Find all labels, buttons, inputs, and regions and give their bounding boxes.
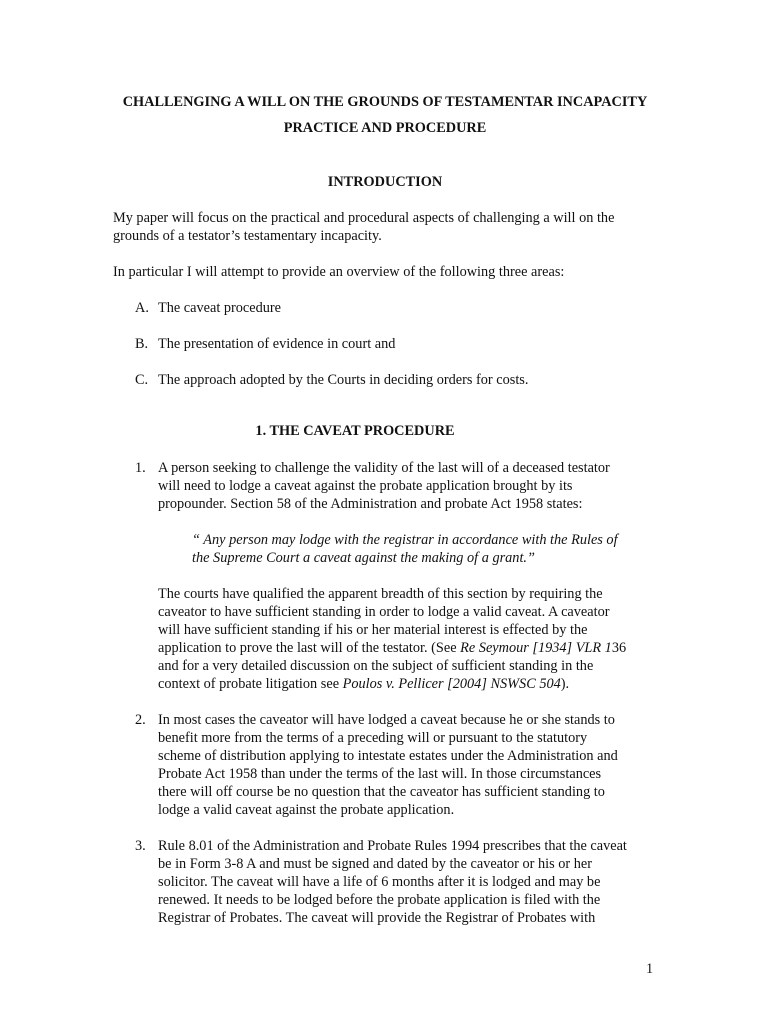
quote-line: “ Any person may lodge with the registrar in accordance with the Rules of xyxy=(192,532,618,548)
paragraph-number: 3. xyxy=(135,838,146,854)
list-item: The approach adopted by the Courts in deciding orders for costs. xyxy=(158,372,529,388)
paragraph-line xyxy=(158,639,626,657)
page-number: 1 xyxy=(646,961,654,977)
overview-paragraph: In particular I will attempt to provide an overview of the following three areas: xyxy=(113,264,565,280)
paragraph-line: renewed. It needs to be lodged before the probate application is filed with the xyxy=(158,892,601,908)
case-citation: Re Seymour [1934] VLR 1 xyxy=(460,640,612,656)
document-title: CHALLENGING A WILL ON THE GROUNDS OF TESTAMENTAR INCAPACITY xyxy=(122,94,648,110)
case-citation: Poulos v. Pellicer [2004] NSWSC 504 xyxy=(342,676,561,692)
paragraph-line: solicitor. The caveat will have a life of 6 months after it is lodged and may be xyxy=(158,874,601,890)
section-heading-introduction: INTRODUCTION xyxy=(327,174,443,190)
paragraph-line: caveator to have sufficient standing in order to lodge a valid caveat. A caveator xyxy=(158,604,610,620)
paragraph-line: be in Form 3-8 A and must be signed and dated by the caveator or his or her xyxy=(158,856,592,872)
paragraph-line: will have sufficient standing if his or her material interest is effected by the xyxy=(158,622,588,638)
line-text: application to prove the last will of the testator. (See xyxy=(158,640,461,656)
section-heading-caveat-procedure: 1. THE CAVEAT PROCEDURE xyxy=(255,423,455,439)
list-marker: C. xyxy=(135,372,149,388)
paragraph-line: A person seeking to challenge the validity of the last will of a deceased testator xyxy=(158,460,610,476)
paragraph-line: The courts have qualified the apparent breadth of this section by requiring the xyxy=(158,586,603,602)
paragraph-line: will need to lodge a caveat against the probate application brought by its xyxy=(158,478,573,494)
list-marker: A. xyxy=(135,300,149,316)
line-text: context of probate litigation see xyxy=(158,676,343,692)
paragraph-line: propounder. Section 58 of the Administration and probate Act 1958 states: xyxy=(158,496,583,512)
paragraph-line: scheme of distribution applying to intestate estates under the Administration and xyxy=(158,748,618,764)
line-text: ). xyxy=(560,676,570,692)
paragraph-line: Registrar of Probates. The caveat will provide the Registrar of Probates with xyxy=(158,910,596,926)
paragraph-line: Rule 8.01 of the Administration and Probate Rules 1994 prescribes that the caveat xyxy=(158,838,627,854)
list-item: The presentation of evidence in court and xyxy=(158,336,396,352)
paragraph-line: In most cases the caveator will have lodged a caveat because he or she stands to xyxy=(158,712,615,728)
paragraph-line: benefit more from the terms of a preceding will or pursuant to the statutory xyxy=(158,730,588,746)
paragraph-line: and for a very detailed discussion on the subject of sufficient standing in the xyxy=(158,658,594,674)
paragraph-line xyxy=(158,675,569,693)
intro-line: My paper will focus on the practical and procedural aspects of challenging a will on the xyxy=(113,210,615,226)
list-marker: B. xyxy=(135,336,149,352)
line-text: 36 xyxy=(611,640,627,656)
list-item: The caveat procedure xyxy=(158,300,282,316)
paragraph-line: lodge a valid caveat against the probate application. xyxy=(158,802,455,818)
document-subtitle: PRACTICE AND PROCEDURE xyxy=(283,120,487,136)
quote-line: the Supreme Court a caveat against the making of a grant.” xyxy=(192,550,535,566)
paragraph-line: Probate Act 1958 than under the terms of the last will. In those circumstances xyxy=(158,766,602,782)
paragraph-number: 1. xyxy=(135,460,146,476)
intro-line: grounds of a testator’s testamentary incapacity. xyxy=(113,228,382,244)
paragraph-line: there will off course be no question that the caveator has sufficient standing to xyxy=(158,784,605,800)
paragraph-number: 2. xyxy=(135,712,146,728)
